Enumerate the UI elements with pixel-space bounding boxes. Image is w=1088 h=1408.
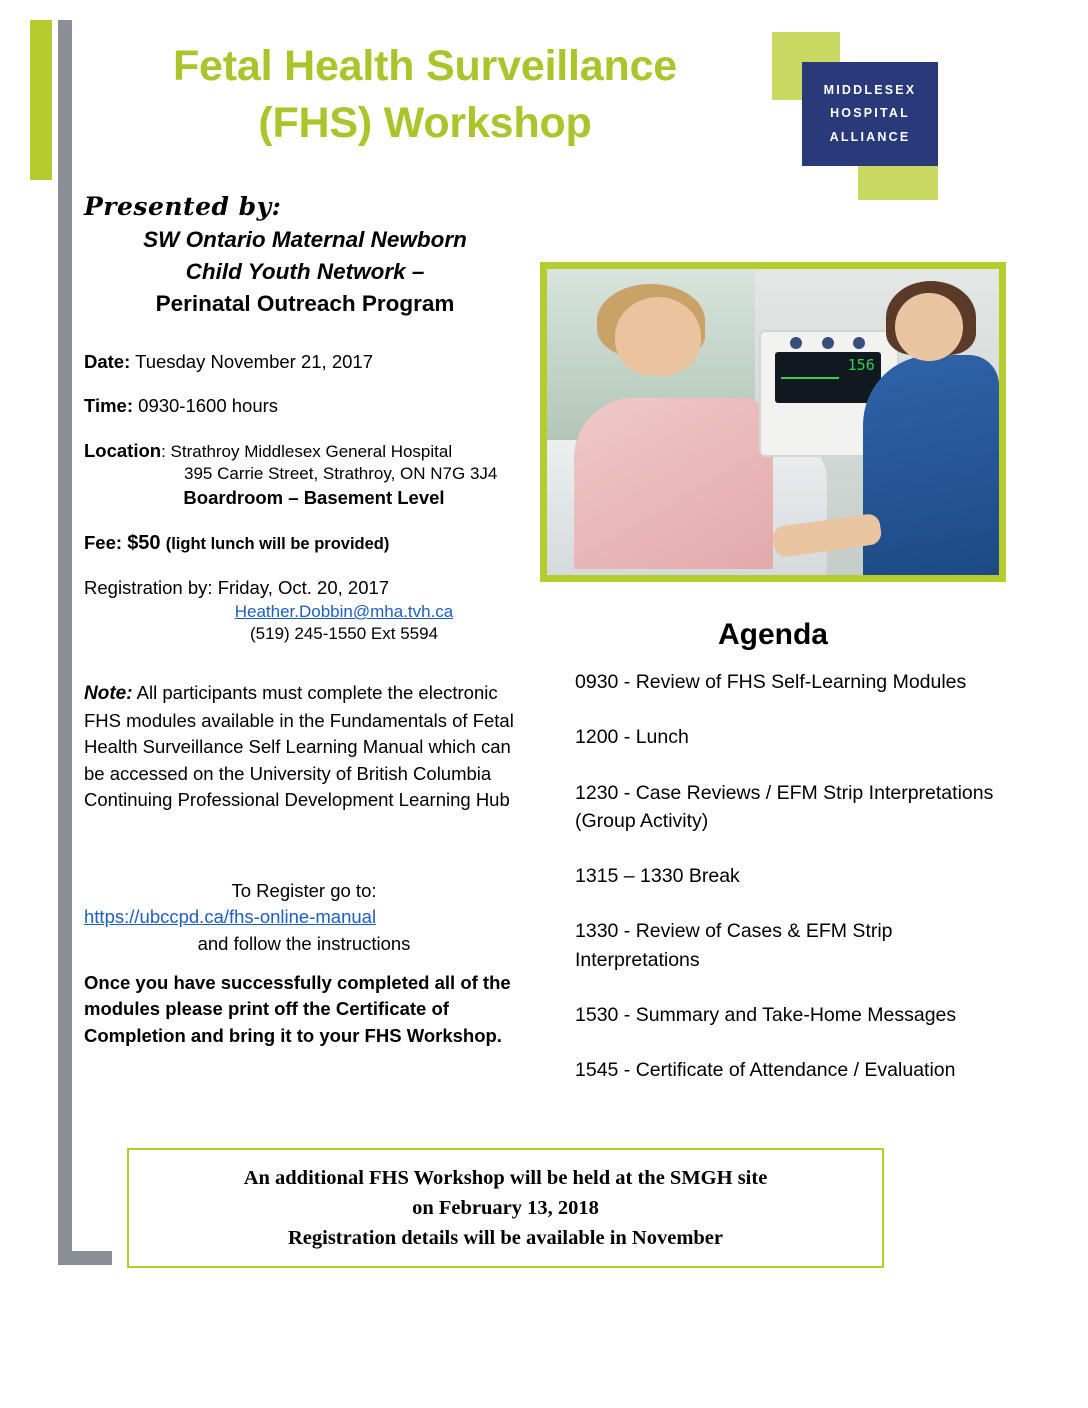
detail-registration bbox=[84, 576, 544, 645]
agenda-item: 0930 - Review of FHS Self-Learning Modules bbox=[575, 671, 967, 693]
registration-email-link[interactable]: Heather.Dobbin@mha.tvh.ca bbox=[234, 601, 454, 621]
agenda-item: 1545 - Certificate of Attendance / Evaluation bbox=[575, 1059, 956, 1082]
location-label: Location bbox=[84, 439, 162, 461]
agenda-item: 1315 – 1330 Break bbox=[575, 865, 740, 888]
logo-line1: MIDDLESEX bbox=[823, 83, 917, 98]
note-body: All participants must complete the electronic FHS modules available in the Fundamentals of Fetal Health Surveillance Self Learning Manual which can be accessed on the University of British Columbia Continuing Professional Development Learning Hub bbox=[84, 682, 514, 810]
register-url-link[interactable]: https://ubccpd.ca/fhs-online-manual bbox=[84, 906, 377, 928]
date-value: Tuesday November 21, 2017 bbox=[135, 351, 373, 372]
photo-nurse-body bbox=[863, 355, 999, 575]
agenda-item: 1530 - Summary and Take-Home Messages bbox=[575, 1003, 957, 1026]
page-title bbox=[95, 38, 755, 152]
registration-value: Friday, Oct. 20, 2017 bbox=[217, 577, 390, 599]
workshop-photo bbox=[547, 269, 999, 575]
organization-name bbox=[80, 224, 530, 320]
event-details bbox=[84, 350, 544, 666]
location-room: Boardroom – Basement Level bbox=[183, 486, 445, 508]
page-title-line1: Fetal Health Surveillance bbox=[172, 42, 678, 90]
detail-time bbox=[84, 394, 544, 418]
logo-line2: HOSPITAL bbox=[830, 106, 910, 121]
photo-nurse-head bbox=[895, 293, 963, 360]
decorative-green-bar bbox=[30, 20, 52, 180]
decorative-gray-foot bbox=[72, 1251, 112, 1265]
note-label: Note: bbox=[84, 683, 133, 704]
registration-label: Registration by: bbox=[84, 577, 213, 599]
time-value: 0930-1600 hours bbox=[138, 395, 279, 417]
register-intro: To Register go to: bbox=[231, 880, 377, 901]
registration-phone: (519) 245-1550 Ext 5594 bbox=[249, 624, 439, 644]
photo-patient-head bbox=[615, 297, 701, 377]
detail-date bbox=[84, 350, 544, 374]
agenda-title: Agenda bbox=[717, 618, 828, 651]
photo-patient-gown bbox=[574, 398, 773, 569]
photo-monitor-waveform bbox=[781, 377, 839, 379]
presented-by-label: Presented by: bbox=[84, 192, 282, 221]
agenda-item: 1330 - Review of Cases & EFM Strip Interpretations bbox=[575, 920, 893, 971]
detail-fee bbox=[84, 530, 544, 556]
agenda-item: 1230 - Case Reviews / EFM Strip Interpretations (Group Activity) bbox=[575, 781, 994, 832]
fee-note: (light lunch will be provided) bbox=[165, 535, 390, 554]
photo-frame bbox=[540, 262, 1006, 582]
location-address: 395 Carrie Street, Strathroy, ON N7G 3J4 bbox=[184, 464, 498, 484]
register-after: and follow the instructions bbox=[197, 932, 411, 954]
logo-line3: ALLIANCE bbox=[829, 129, 911, 144]
location-value: : Strathroy Middlesex General Hospital bbox=[161, 441, 453, 461]
photo-monitor-reading: 156 bbox=[847, 355, 875, 374]
photo-monitor-screen bbox=[775, 352, 881, 403]
footer-line3: Registration details will be available in November bbox=[287, 1227, 723, 1250]
decorative-gray-bar bbox=[58, 20, 72, 1265]
footer-callout bbox=[127, 1148, 884, 1268]
organization-line3: Perinatal Outreach Program bbox=[155, 290, 455, 316]
agenda-list bbox=[575, 668, 1015, 1111]
organization-line2: Child Youth Network – bbox=[185, 258, 425, 284]
logo-textbox bbox=[802, 62, 938, 166]
footer-line2: on February 13, 2018 bbox=[412, 1196, 599, 1219]
photo-monitor-knobs bbox=[780, 337, 875, 348]
time-label: Time: bbox=[84, 395, 134, 417]
completion-instructions: Once you have successfully completed all of the modules please print off the Certificate of Completion and bring it to your FHS Workshop. bbox=[84, 972, 511, 1046]
agenda-item: 1200 - Lunch bbox=[575, 726, 689, 749]
detail-location bbox=[84, 439, 544, 510]
organization-line1: SW Ontario Maternal Newborn bbox=[143, 227, 467, 252]
date-label: Date: bbox=[84, 351, 131, 372]
register-instructions bbox=[84, 878, 524, 957]
footer-line1: An additional FHS Workshop will be held at the SMGH site bbox=[243, 1166, 768, 1189]
logo bbox=[770, 30, 960, 200]
footer-text bbox=[244, 1163, 768, 1254]
page-title-line2: (FHS) Workshop bbox=[258, 98, 592, 147]
note-block bbox=[84, 680, 524, 813]
fee-label: Fee: bbox=[84, 532, 123, 554]
fee-amount: $50 bbox=[127, 532, 161, 555]
